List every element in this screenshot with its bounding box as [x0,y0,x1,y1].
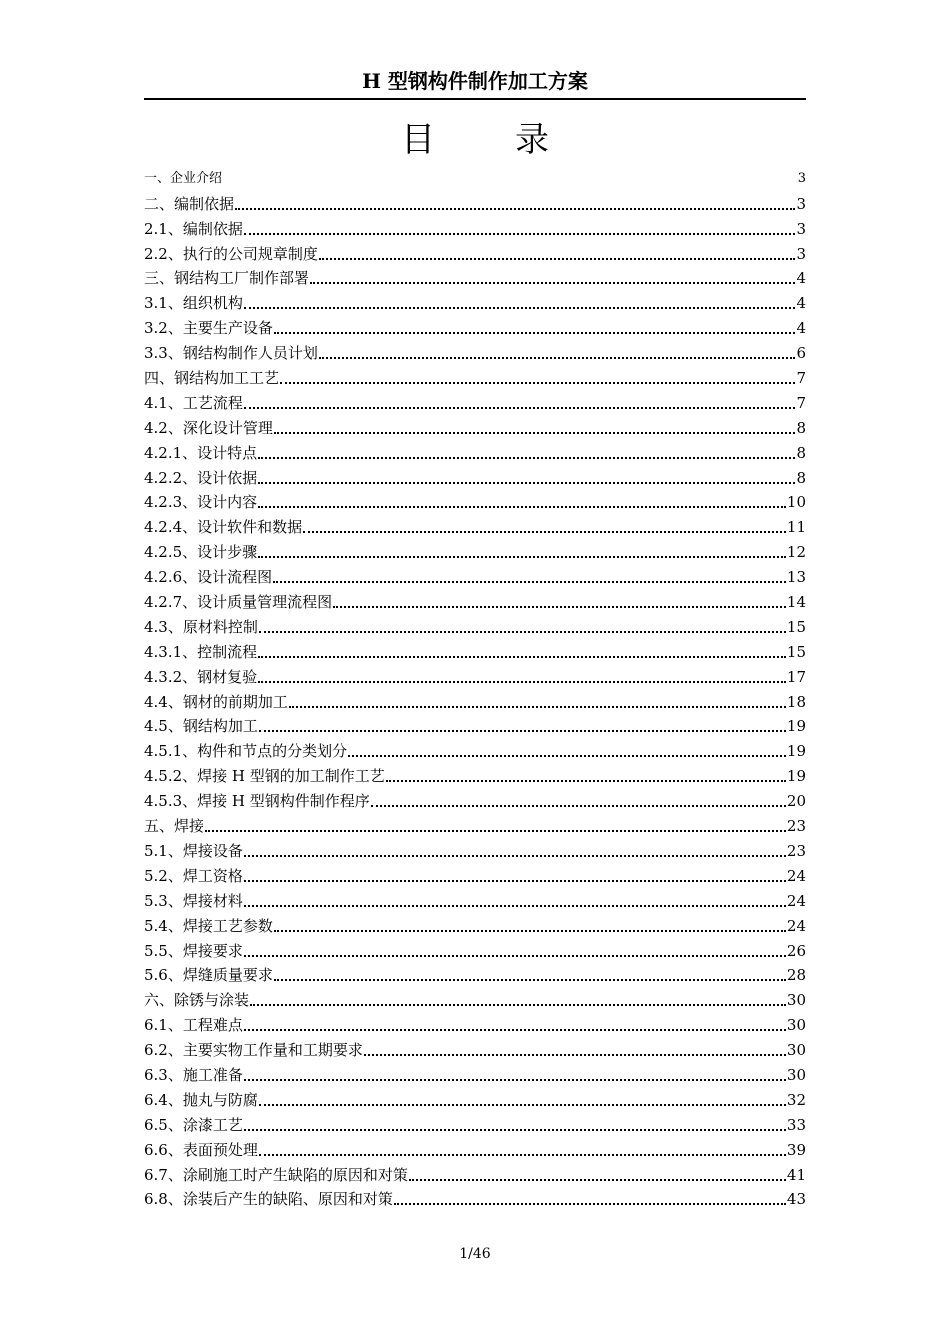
toc-entry-page-number: 13 [786,568,806,587]
toc-entry-label: 5.1、焊接设备 [144,841,243,860]
toc-entry-label: 4.2.1、设计特点 [144,443,258,462]
toc-dot-leader [205,830,786,832]
toc-dot-leader [244,955,786,957]
toc-entry[interactable] [144,338,806,363]
toc-entry[interactable] [144,413,806,438]
toc-entry[interactable] [144,239,806,264]
toc-entry-page-number: 15 [786,642,806,661]
toc-dot-leader [258,457,795,459]
toc-entry-label: 6.2、主要实物工作量和工期要求 [144,1041,363,1060]
toc-entry-page-number: 28 [786,966,806,985]
toc-dot-leader [244,407,796,409]
toc-entry-label: 4.5.1、构件和节点的分类划分 [144,742,348,761]
toc-entry[interactable] [144,961,806,986]
toc-entry[interactable] [144,936,806,961]
toc-entry[interactable] [144,164,806,189]
toc-entry[interactable] [144,911,806,936]
toc-entry-label: 4.5.2、焊接 H 型钢的加工制作工艺 [144,767,385,786]
toc-dot-leader [274,432,796,434]
toc-entry[interactable] [144,1160,806,1185]
toc-entry[interactable] [144,886,806,911]
toc-list [144,164,806,1209]
toc-entry-label: 4.2.2、设计依据 [144,468,258,487]
toc-entry-label: 六、除锈与涂装 [144,991,250,1010]
toc-entry-label: 4.1、工艺流程 [144,393,243,412]
toc-dot-leader [244,1079,786,1081]
toc-dot-leader [371,805,786,807]
toc-entry-page-number: 6 [796,344,806,363]
toc-dot-leader [258,482,795,484]
toc-entry[interactable] [144,1185,806,1210]
toc-entry-label: 5.6、焊缝质量要求 [144,966,273,985]
header-divider [144,98,806,100]
toc-entry[interactable] [144,488,806,513]
toc-entry-label: 6.3、施工准备 [144,1065,243,1084]
toc-dot-leader [259,631,786,633]
toc-entry-page-number: 26 [786,941,806,960]
toc-entry-label: 4.2.5、设计步骤 [144,543,258,562]
toc-entry-page-number: 24 [786,916,806,935]
toc-entry-label: 6.4、抛丸与防腐 [144,1090,258,1109]
toc-entry[interactable] [144,637,806,662]
toc-dot-leader [244,855,786,857]
toc-entry-page-number: 17 [786,667,806,686]
toc-entry-page-number: 8 [796,443,806,462]
document-header-title: H 型钢构件制作加工方案 [362,69,588,93]
toc-entry-label: 5.2、焊工资格 [144,866,243,885]
toc-entry[interactable] [144,712,806,737]
toc-entry-label: 3.1、组织机构 [144,294,243,313]
toc-entry-label: 三、钢结构工厂制作部署 [144,269,310,288]
toc-entry-label: 一、企业介绍 [144,170,223,186]
toc-dot-leader [258,681,786,683]
toc-entry-page-number: 24 [786,866,806,885]
toc-entry[interactable] [144,662,806,687]
toc-entry[interactable] [144,786,806,811]
toc-entry-page-number: 24 [786,891,806,910]
toc-entry[interactable] [144,687,806,712]
toc-entry-page-number: 19 [786,767,806,786]
toc-entry[interactable] [144,736,806,761]
toc-entry-page-number: 18 [786,692,806,711]
toc-entry[interactable] [144,985,806,1010]
toc-dot-leader [258,556,786,558]
toc-dot-leader [259,1104,786,1106]
toc-dot-leader [394,1203,786,1205]
toc-entry-label: 4.2、深化设计管理 [144,418,273,437]
toc-entry-page-number: 15 [786,617,806,636]
toc-entry-page-number: 19 [786,717,806,736]
toc-dot-leader [319,357,796,359]
toc-dot-leader [333,606,786,608]
toc-entry-label: 2.1、编制依据 [144,219,243,238]
toc-entry-label: 二、编制依据 [144,194,235,213]
toc-entry-label: 4.2.7、设计质量管理流程图 [144,593,333,612]
toc-dot-leader [273,581,786,583]
toc-entry[interactable] [144,214,806,239]
toc-entry-label: 4.4、钢材的前期加工 [144,692,288,711]
toc-entry-page-number: 8 [796,468,806,487]
toc-entry-page-number: 43 [786,1190,806,1209]
toc-entry-page-number: 39 [786,1140,806,1159]
toc-entry[interactable] [144,512,806,537]
toc-entry[interactable] [144,1135,806,1160]
toc-entry-page-number: 20 [786,792,806,811]
toc-entry[interactable] [144,587,806,612]
toc-dot-leader [244,905,786,907]
toc-entry[interactable] [144,562,806,587]
toc-entry-page-number: 4 [796,319,806,338]
toc-entry[interactable] [144,861,806,886]
toc-entry-label: 四、钢结构加工工艺 [144,369,280,388]
toc-dot-leader [274,979,786,981]
toc-entry[interactable] [144,1035,806,1060]
toc-entry-page-number: 10 [786,493,806,512]
toc-dot-leader [310,282,795,284]
toc-entry-page-number: 7 [796,369,806,388]
toc-dot-leader [259,1154,786,1156]
toc-entry-label: 4.3、原材料控制 [144,617,258,636]
toc-entry-page-number: 8 [796,418,806,437]
toc-entry-page-number: 12 [786,543,806,562]
toc-entry-page-number: 3 [796,219,806,238]
toc-entry-label: 5.5、焊接要求 [144,941,243,960]
toc-entry[interactable] [144,811,806,836]
toc-entry-page-number: 33 [786,1115,806,1134]
toc-dot-leader [364,1054,786,1056]
toc-dot-leader [274,332,796,334]
toc-entry[interactable] [144,761,806,786]
toc-dot-leader [258,656,786,658]
toc-dot-leader [280,382,795,384]
toc-entry-page-number: 30 [786,1041,806,1060]
toc-entry[interactable] [144,264,806,289]
toc-entry-page-number: 30 [786,1016,806,1035]
toc-entry-label: 3.2、主要生产设备 [144,319,273,338]
toc-entry[interactable] [144,313,806,338]
toc-title: 目录 [401,120,629,160]
toc-entry-page-number: 3 [796,244,806,263]
toc-entry[interactable] [144,836,806,861]
toc-entry-label: 2.2、执行的公司规章制度 [144,244,318,263]
page-indicator: 1/46 [459,1246,491,1262]
toc-dot-leader [244,1029,786,1031]
toc-dot-leader [259,730,786,732]
toc-dot-leader [319,258,796,260]
toc-dot-leader [244,1129,786,1131]
toc-entry-label: 5.3、焊接材料 [144,891,243,910]
toc-entry[interactable] [144,288,806,313]
toc-entry-page-number: 19 [786,742,806,761]
toc-dot-leader [289,706,786,708]
toc-dot-leader [409,1179,786,1181]
toc-entry-label: 4.3.1、控制流程 [144,642,258,661]
toc-entry-label: 5.4、焊接工艺参数 [144,916,273,935]
toc-dot-leader [244,233,796,235]
toc-entry-page-number: 23 [786,841,806,860]
toc-entry-label: 4.2.3、设计内容 [144,493,258,512]
toc-entry-label: 3.3、钢结构制作人员计划 [144,344,318,363]
toc-entry-label: 4.2.6、设计流程图 [144,568,273,587]
toc-entry-label: 4.3.2、钢材复验 [144,667,258,686]
toc-entry-label: 6.8、涂装后产生的缺陷、原因和对策 [144,1190,393,1209]
toc-dot-leader [274,930,786,932]
toc-entry[interactable] [144,1060,806,1085]
toc-entry-label: 6.7、涂刷施工时产生缺陷的原因和对策 [144,1165,408,1184]
toc-dot-leader [244,307,796,309]
toc-entry-page-number: 3 [797,170,806,186]
toc-entry-page-number: 32 [786,1090,806,1109]
toc-entry[interactable] [144,612,806,637]
toc-entry-page-number: 14 [786,593,806,612]
toc-dot-leader [303,531,786,533]
toc-entry-page-number: 3 [796,194,806,213]
toc-entry-label: 6.1、工程难点 [144,1016,243,1035]
toc-entry[interactable] [144,537,806,562]
toc-entry[interactable] [144,463,806,488]
toc-entry[interactable] [144,1110,806,1135]
toc-entry[interactable] [144,438,806,463]
toc-entry-page-number: 7 [796,393,806,412]
toc-entry[interactable] [144,363,806,388]
toc-entry-label: 6.6、表面预处理 [144,1140,258,1159]
toc-entry[interactable] [144,388,806,413]
toc-entry-label: 6.5、涂漆工艺 [144,1115,243,1134]
toc-entry-page-number: 23 [786,817,806,836]
toc-dot-leader [258,506,786,508]
toc-entry-page-number: 41 [786,1165,806,1184]
toc-entry-label: 4.5、钢结构加工 [144,717,258,736]
toc-entry-page-number: 30 [786,1065,806,1084]
toc-dot-leader [348,755,786,757]
toc-entry-page-number: 4 [796,294,806,313]
toc-entry-label: 4.5.3、焊接 H 型钢构件制作程序 [144,792,370,811]
toc-dot-leader [223,183,797,185]
toc-entry[interactable] [144,1085,806,1110]
toc-entry-page-number: 30 [786,991,806,1010]
toc-entry[interactable] [144,189,806,214]
toc-entry-label: 4.2.4、设计软件和数据 [144,518,303,537]
toc-entry-page-number: 11 [786,518,806,537]
toc-entry-label: 五、焊接 [144,817,205,836]
toc-dot-leader [250,1004,786,1006]
toc-dot-leader [386,780,786,782]
toc-entry-page-number: 4 [796,269,806,288]
toc-dot-leader [244,880,786,882]
toc-dot-leader [235,208,795,210]
toc-entry[interactable] [144,1010,806,1035]
